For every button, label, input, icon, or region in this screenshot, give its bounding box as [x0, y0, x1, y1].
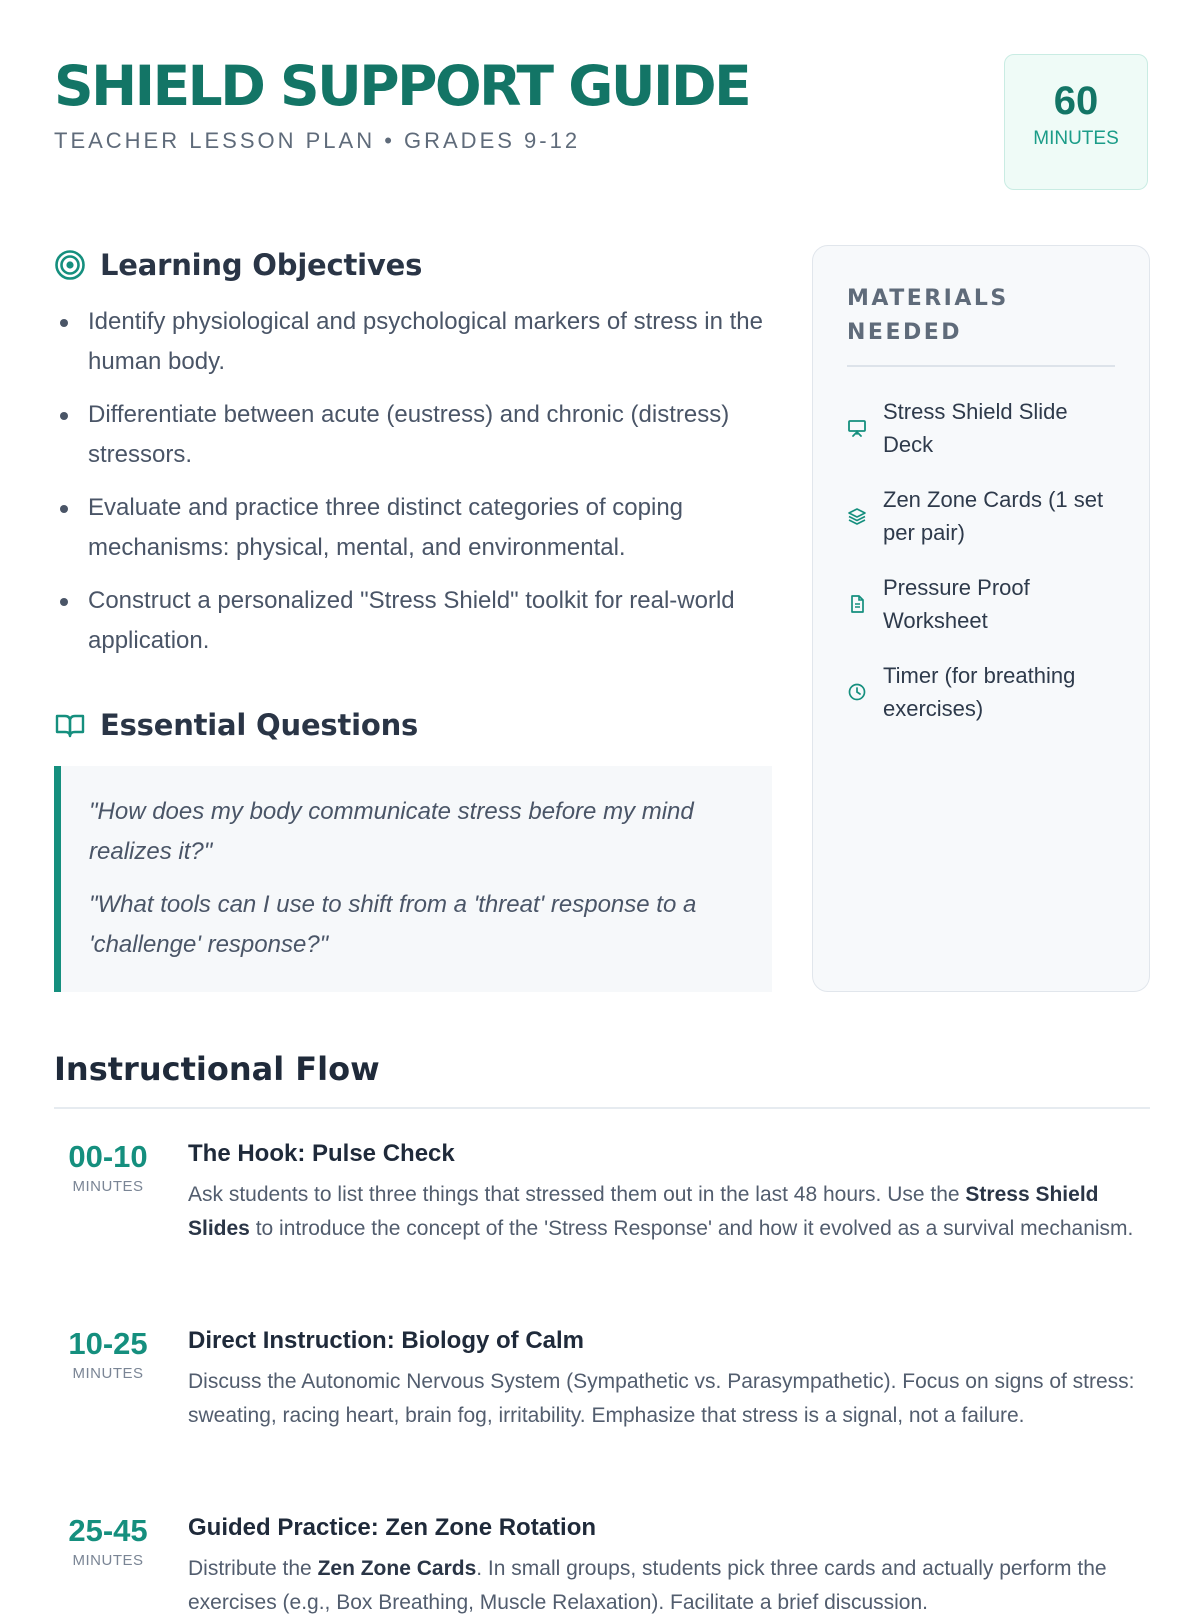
materials-divider [847, 365, 1115, 367]
essential-question: "What tools can I use to shift from a 'threat' response to a 'challenge' response?" [89, 891, 697, 958]
flow-step-title: Guided Practice: Zen Zone Rotation [188, 1514, 597, 1541]
flow-body [188, 1325, 1150, 1433]
book-open-icon [54, 709, 86, 741]
questions-title: Essential Questions [100, 708, 419, 742]
material-item [847, 659, 1115, 725]
flow-step-description: Ask students to list three things that stressed them out in the last 48 hours. Use the Stress Shield Slides to introduce the concept of the 'Stress Response' and how it evolved as a survival mechanism. [188, 1183, 1134, 1240]
flow-step-emphasis: Zen Zone Cards [317, 1557, 477, 1580]
material-item [847, 571, 1115, 637]
flow-time-range: 10-25 [68, 1326, 148, 1361]
essential-questions-box [54, 766, 772, 992]
page-subtitle: TEACHER LESSON PLAN • GRADES 9-12 [54, 128, 581, 153]
objective-item: Construct a personalized "Stress Shield" toolkit for real-world application. [54, 581, 774, 661]
duration-badge [1004, 54, 1148, 190]
target-icon [54, 249, 86, 281]
flow-time-unit: MINUTES [72, 1552, 144, 1569]
flow-time-range: 25-45 [68, 1513, 148, 1548]
flow-time-unit: MINUTES [72, 1178, 144, 1195]
flow-step-title: Direct Instruction: Biology of Calm [188, 1327, 585, 1354]
objectives-list [54, 302, 774, 674]
presentation-icon [847, 418, 867, 438]
flow-time [54, 1512, 162, 1569]
objectives-title: Learning Objectives [100, 248, 423, 282]
layers-icon [847, 506, 867, 526]
document-icon [847, 594, 867, 614]
objective-item: Identify physiological and psychological markers of stress in the human body. [54, 302, 774, 382]
flow-divider [54, 1107, 1150, 1109]
objectives-heading [54, 248, 422, 282]
page-title: SHIELD SUPPORT GUIDE [54, 54, 750, 118]
flow-step-emphasis: Stress Shield Slides [188, 1183, 1099, 1240]
questions-heading [54, 708, 418, 742]
flow-step-title: The Hook: Pulse Check [188, 1140, 455, 1167]
flow-title: Instructional Flow [54, 1050, 380, 1088]
material-item [847, 483, 1115, 549]
essential-question: "How does my body communicate stress before my mind realizes it?" [89, 798, 694, 865]
flow-step-description: Distribute the Zen Zone Cards. In small groups, students pick three cards and actually perform the exercises (e.g., Box Breathing, Muscle Relaxation). Facilitate a brief discussion. [188, 1557, 1107, 1614]
material-label: Pressure Proof Worksheet [883, 574, 1030, 633]
flow-step-description: Discuss the Autonomic Nervous System (Sympathetic vs. Parasympathetic). Focus on signs of stress: sweating, racing heart, brain fog, irritability. Emphasize that stress is a signal, not a failure. [188, 1370, 1135, 1427]
objective-item: Differentiate between acute (eustress) and chronic (distress) stressors. [54, 395, 774, 475]
clock-icon [847, 682, 867, 702]
materials-title: MATERIALS NEEDED [847, 286, 1009, 345]
material-item [847, 395, 1115, 461]
duration-value: 60 [1053, 79, 1099, 123]
objective-item: Evaluate and practice three distinct categories of coping mechanisms: physical, mental, and environmental. [54, 488, 774, 568]
material-label: Stress Shield Slide Deck [883, 398, 1068, 457]
flow-time [54, 1325, 162, 1382]
flow-body [188, 1512, 1150, 1620]
materials-panel [812, 245, 1150, 992]
flow-time-unit: MINUTES [72, 1365, 144, 1382]
duration-unit: MINUTES [1033, 128, 1119, 149]
material-label: Zen Zone Cards (1 set per pair) [883, 486, 1104, 545]
flow-body [188, 1138, 1150, 1246]
flow-time [54, 1138, 162, 1195]
flow-time-range: 00-10 [68, 1139, 148, 1174]
material-label: Timer (for breathing exercises) [883, 662, 1076, 721]
